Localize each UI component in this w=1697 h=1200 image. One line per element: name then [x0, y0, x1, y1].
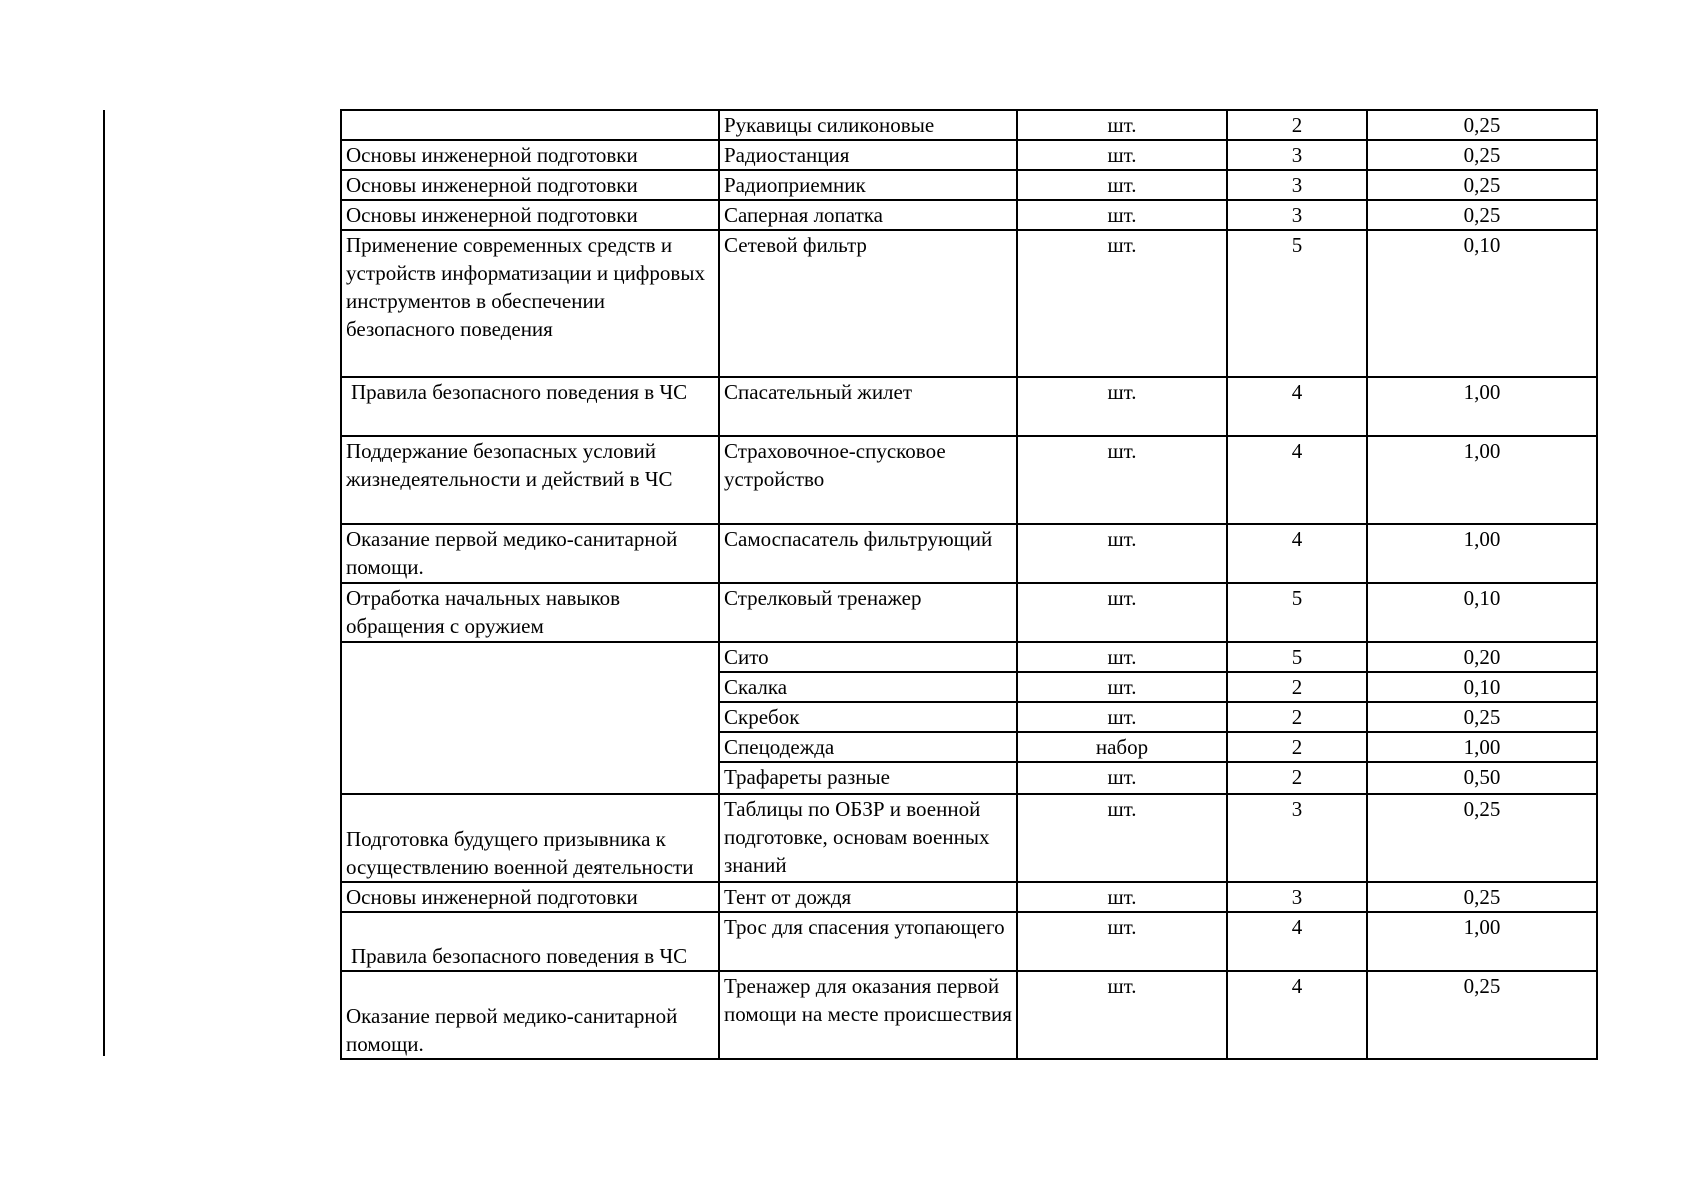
item-cell: Саперная лопатка — [719, 200, 1017, 230]
unit-cell: шт. — [1017, 170, 1227, 200]
section-cell: Правила безопасного поведения в ЧС — [341, 377, 719, 436]
section-cell: Правила безопасного поведения в ЧС — [341, 912, 719, 971]
coef-cell: 1,00 — [1367, 524, 1597, 583]
table-row — [341, 230, 1597, 377]
unit-cell: шт. — [1017, 882, 1227, 912]
coef-cell: 0,25 — [1367, 200, 1597, 230]
table-row — [341, 170, 1597, 200]
table-row — [341, 642, 1597, 672]
coef-cell: 0,25 — [1367, 882, 1597, 912]
coef-cell: 0,10 — [1367, 230, 1597, 377]
item-cell: Сетевой фильтр — [719, 230, 1017, 377]
unit-cell: шт. — [1017, 912, 1227, 971]
qty-cell: 4 — [1227, 524, 1367, 583]
item-cell: Тент от дождя — [719, 882, 1017, 912]
table-row — [341, 794, 1597, 882]
item-cell: Трафареты разные — [719, 762, 1017, 794]
qty-cell: 4 — [1227, 436, 1367, 524]
section-cell: Отработка начальных навыков обращения с оружием — [341, 583, 719, 642]
qty-cell: 2 — [1227, 110, 1367, 140]
coef-cell: 0,25 — [1367, 794, 1597, 882]
unit-cell: шт. — [1017, 583, 1227, 642]
table-row — [341, 971, 1597, 1059]
item-cell: Скалка — [719, 672, 1017, 702]
table-row — [341, 200, 1597, 230]
item-cell: Стрелковый тренажер — [719, 583, 1017, 642]
section-cell — [341, 110, 719, 140]
coef-cell: 1,00 — [1367, 912, 1597, 971]
table-row — [341, 377, 1597, 436]
unit-cell: шт. — [1017, 971, 1227, 1059]
unit-cell: шт. — [1017, 672, 1227, 702]
coef-cell: 0,25 — [1367, 140, 1597, 170]
section-cell: Поддержание безопасных условий жизнедеятельности и действий в ЧС — [341, 436, 719, 524]
unit-cell: шт. — [1017, 794, 1227, 882]
item-cell: Самоспасатель фильтрующий — [719, 524, 1017, 583]
qty-cell: 2 — [1227, 732, 1367, 762]
unit-cell: шт. — [1017, 230, 1227, 377]
item-cell: Тренажер для оказания первой помощи на месте происшествия — [719, 971, 1017, 1059]
qty-cell: 5 — [1227, 230, 1367, 377]
item-cell: Скребок — [719, 702, 1017, 732]
item-cell: Радиостанция — [719, 140, 1017, 170]
unit-cell: шт. — [1017, 762, 1227, 794]
table-row — [341, 524, 1597, 583]
qty-cell: 3 — [1227, 200, 1367, 230]
qty-cell: 4 — [1227, 912, 1367, 971]
coef-cell: 1,00 — [1367, 436, 1597, 524]
qty-cell: 2 — [1227, 762, 1367, 794]
coef-cell: 0,25 — [1367, 702, 1597, 732]
table-row — [341, 912, 1597, 971]
item-cell: Таблицы по ОБЗР и военной подготовке, основам военных знаний — [719, 794, 1017, 882]
coef-cell: 0,10 — [1367, 672, 1597, 702]
section-cell: Подготовка будущего призывника к осуществлению военной деятельности — [341, 794, 719, 882]
coef-cell: 0,20 — [1367, 642, 1597, 672]
unit-cell: шт. — [1017, 642, 1227, 672]
qty-cell: 4 — [1227, 377, 1367, 436]
qty-cell: 3 — [1227, 170, 1367, 200]
item-cell: Сито — [719, 642, 1017, 672]
item-cell: Спасательный жилет — [719, 377, 1017, 436]
left-margin-rule — [103, 110, 105, 1056]
coef-cell: 0,25 — [1367, 110, 1597, 140]
coef-cell: 0,25 — [1367, 170, 1597, 200]
coef-cell: 0,10 — [1367, 583, 1597, 642]
table-row — [341, 436, 1597, 524]
qty-cell: 3 — [1227, 882, 1367, 912]
section-cell: Применение современных средств и устройств информатизации и цифровых инструментов в обеспечении безопасного поведения — [341, 230, 719, 377]
unit-cell: шт. — [1017, 377, 1227, 436]
section-cell: Оказание первой медико-санитарной помощи. — [341, 524, 719, 583]
unit-cell: шт. — [1017, 110, 1227, 140]
section-cell — [341, 642, 719, 794]
unit-cell: набор — [1017, 732, 1227, 762]
unit-cell: шт. — [1017, 702, 1227, 732]
qty-cell: 5 — [1227, 642, 1367, 672]
qty-cell: 5 — [1227, 583, 1367, 642]
item-cell: Радиоприемник — [719, 170, 1017, 200]
section-cell: Основы инженерной подготовки — [341, 200, 719, 230]
item-cell: Трос для спасения утопающего — [719, 912, 1017, 971]
section-cell: Оказание первой медико-санитарной помощи. — [341, 971, 719, 1059]
unit-cell: шт. — [1017, 200, 1227, 230]
qty-cell: 4 — [1227, 971, 1367, 1059]
unit-cell: шт. — [1017, 436, 1227, 524]
coef-cell: 0,25 — [1367, 971, 1597, 1059]
item-cell: Страховочное-спусковое устройство — [719, 436, 1017, 524]
table-row — [341, 882, 1597, 912]
coef-cell: 1,00 — [1367, 377, 1597, 436]
qty-cell: 2 — [1227, 702, 1367, 732]
table-row — [341, 140, 1597, 170]
item-cell: Рукавицы силиконовые — [719, 110, 1017, 140]
section-cell: Основы инженерной подготовки — [341, 882, 719, 912]
table-row — [341, 583, 1597, 642]
coef-cell: 1,00 — [1367, 732, 1597, 762]
unit-cell: шт. — [1017, 140, 1227, 170]
section-cell: Основы инженерной подготовки — [341, 140, 719, 170]
equipment-table — [340, 109, 1598, 1060]
item-cell: Спецодежда — [719, 732, 1017, 762]
qty-cell: 2 — [1227, 672, 1367, 702]
table-row — [341, 110, 1597, 140]
qty-cell: 3 — [1227, 140, 1367, 170]
coef-cell: 0,50 — [1367, 762, 1597, 794]
section-cell: Основы инженерной подготовки — [341, 170, 719, 200]
qty-cell: 3 — [1227, 794, 1367, 882]
unit-cell: шт. — [1017, 524, 1227, 583]
